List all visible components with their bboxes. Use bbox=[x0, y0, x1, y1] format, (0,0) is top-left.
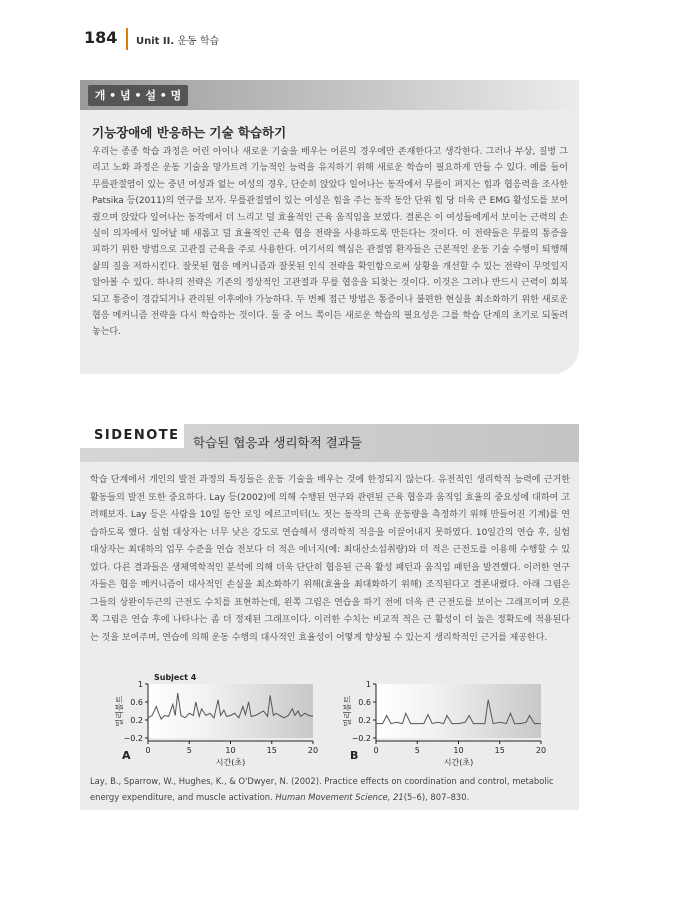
sidenote-tab: SIDENOTE bbox=[80, 424, 184, 448]
header-divider bbox=[126, 28, 128, 50]
concept-body: 우리는 종종 학습 과정은 어린 아이나 새로운 기술을 배우는 어른의 경우에만 존재한다고 생각한다. 그러나 부상, 질병 그리고 노화 과정은 운동 기술을 망가트려 기능적인 능력을 유지하기 위해 새로운 학습이 필요하게 만들 수 있다. 예를 들어 무릎관절염이 있는 중년 여성과 없는 여성의 경우, 단순히 앉았다 일어나는 동작에서 무릎이 펴지는 힘과 협응력을 조사한 Patsika 등(2011)의 연구를 보자. 무릎관절염이 있는 여성은 힘을 주는 동작 동안 단위 힘 당 더욱 큰 EMG 활성도를 보여줬으며 앉았다 일어나는 동작에서 더 느리고 덜 효율적인 근육 움직임을 보였다. 결론은 이 여성들에게서 보이는 근력의 손실이 의자에서 일어날 때 새롭고 덜 효율적인 근육 협응 전략을 사용하도록 만든다는 것이다. 이 전략들은 무릎의 통증을 피하기 위한 방법으로 고관절 근육을 주로 사용한다. 여기서의 핵심은 관절염 환자들은 근본적인 운동 기술 수행이 퇴행해 삶의 질을 저하시킨다. 잘못된 협응 메커니즘과 잘못된 인식 전략을 확인함으로써 상황을 개선할 수 있는 전략이 무엇일지 알아볼 수 있다. 하나의 전략은 기존의 정상적인 고관절과 무릎 협응을 되찾는 것이다. 이것은 그러나 반드시 근력이 회복되고 통증이 경감되거나 관리된 이후에야 가능하다. 두 번째 접근 방법은 통증이나 불편한 현실을 최소화하기 위한 새로운 협응 메커니즘 전략을 다시 학습하는 것이다. 둘 중 어느 쪽이든 새로운 학습의 필요성은 그를 학습 단계의 초기로 되돌려놓는다. bbox=[92, 147, 568, 338]
concept-heading: 기능장애에 반응하는 기술 학습하기 bbox=[92, 125, 287, 140]
x-tick-label: 5 bbox=[414, 746, 420, 755]
y-tick-label: 0.6 bbox=[130, 698, 143, 707]
panel-label: B bbox=[350, 749, 359, 762]
reference bbox=[90, 773, 570, 805]
y-tick-label: 0.2 bbox=[130, 716, 143, 725]
plot-background bbox=[376, 684, 541, 738]
y-tick-label: 1 bbox=[365, 680, 371, 689]
x-tick-label: 0 bbox=[373, 746, 379, 755]
emg-chart-after bbox=[336, 670, 551, 770]
panel-label: A bbox=[122, 749, 131, 762]
x-tick-label: 15 bbox=[494, 746, 505, 755]
unit-label: Unit II. bbox=[136, 36, 175, 47]
x-tick-label: 0 bbox=[145, 746, 151, 755]
y-axis-label: 밀리볼트 bbox=[115, 695, 124, 727]
plot-background bbox=[148, 684, 313, 738]
reference-pages: (5–6), 807–830. bbox=[403, 792, 470, 802]
concept-tab-bar bbox=[80, 80, 579, 110]
chart-title: Subject 4 bbox=[154, 673, 197, 682]
unit-name: 운동 학습 bbox=[177, 36, 220, 47]
sidenote-body: 학습 단계에서 개인의 발전 과정의 특징들은 운동 기술을 배우는 것에 한정되지 않는다. 유전적인 생리학적 능력에 근거한 활동들의 발전 또한 중요하다. Lay 등(2002)에 의해 수행된 연구와 관련된 근육 협응과 움직임 효율의 중요성에 대하여 고려해보자. Lay 등은 사람을 10일 동안 로잉 에르고미터(노 젓는 동작의 근육 운동량을 측정하기 위해 만들어진 기계)를 연습하도록 했다. 실험 대상자는 너무 낮은 강도로 연습해서 생리학적 적응을 이끌어내지 못하였다. 10일간의 연습 후, 실험 대상자는 최대하의 업무 수준을 연습 전보다 더 적은 에너지(예: 최대산소섭취량)와 더 적은 근전도를 이용해 수행할 수 있었다. 다른 결과들은 생체역학적인 분석에 의해 더욱 단단히 협응된 근육 활성 패턴과 움직임 패턴을 발견했다. 이러한 연구자들은 협응 메커니즘이 대사적인 손실을 최소화하기 위해(효율을 최대화하기 위해) 조직된다고 결론내렸다. 아래 그림은 그들의 상완이두근의 근전도 수치를 표현하는데, 왼쪽 그림은 연습을 하기 전에 더욱 큰 근전도를 보이는 그래프이며 오른쪽 그림은 연습 후에 나타나는 좀 더 정제된 그래프이다. 이러한 수치는 비교적 적은 근 활성이 더 높은 정확도에 적용된다는 것을 보여주며, 연습에 의해 운동 수행의 대사적인 효율성이 어떻게 향상될 수 있는지 생리학적인 근거를 제공한다. bbox=[90, 475, 570, 643]
y-tick-label: 1 bbox=[137, 680, 143, 689]
page-header bbox=[84, 28, 604, 50]
unit-title bbox=[136, 32, 219, 47]
y-axis-label: 밀리볼트 bbox=[343, 695, 352, 727]
y-tick-label: 0.2 bbox=[358, 716, 371, 725]
concept-box bbox=[80, 80, 579, 374]
reference-authors: Lay, B., Sparrow, W., Hughes, K., & O'Dwyer, N. (2002). Practice effects on coordination and control, metabolic energy expenditure, and muscle activation. bbox=[90, 776, 554, 802]
sidenote-title: 학습된 협응과 생리학적 결과들 bbox=[193, 435, 362, 450]
x-tick-label: 15 bbox=[266, 746, 277, 755]
x-tick-label: 10 bbox=[453, 746, 464, 755]
emg-chart-before bbox=[108, 670, 323, 770]
concept-tab-label: 개 • 념 • 설 • 명 bbox=[88, 85, 188, 106]
x-tick-label: 20 bbox=[535, 746, 547, 755]
page-number: 184 bbox=[84, 28, 118, 47]
y-tick-label: −0.2 bbox=[351, 734, 371, 743]
x-axis-label: 시간(초) bbox=[215, 758, 246, 767]
x-tick-label: 10 bbox=[225, 746, 236, 755]
reference-journal: Human Movement Science, 21 bbox=[275, 792, 404, 802]
y-tick-label: −0.2 bbox=[123, 734, 143, 743]
x-tick-label: 20 bbox=[307, 746, 319, 755]
sidenote-header bbox=[80, 424, 579, 462]
x-axis-label: 시간(초) bbox=[443, 758, 474, 767]
y-tick-label: 0.6 bbox=[358, 698, 371, 707]
x-tick-label: 5 bbox=[186, 746, 192, 755]
